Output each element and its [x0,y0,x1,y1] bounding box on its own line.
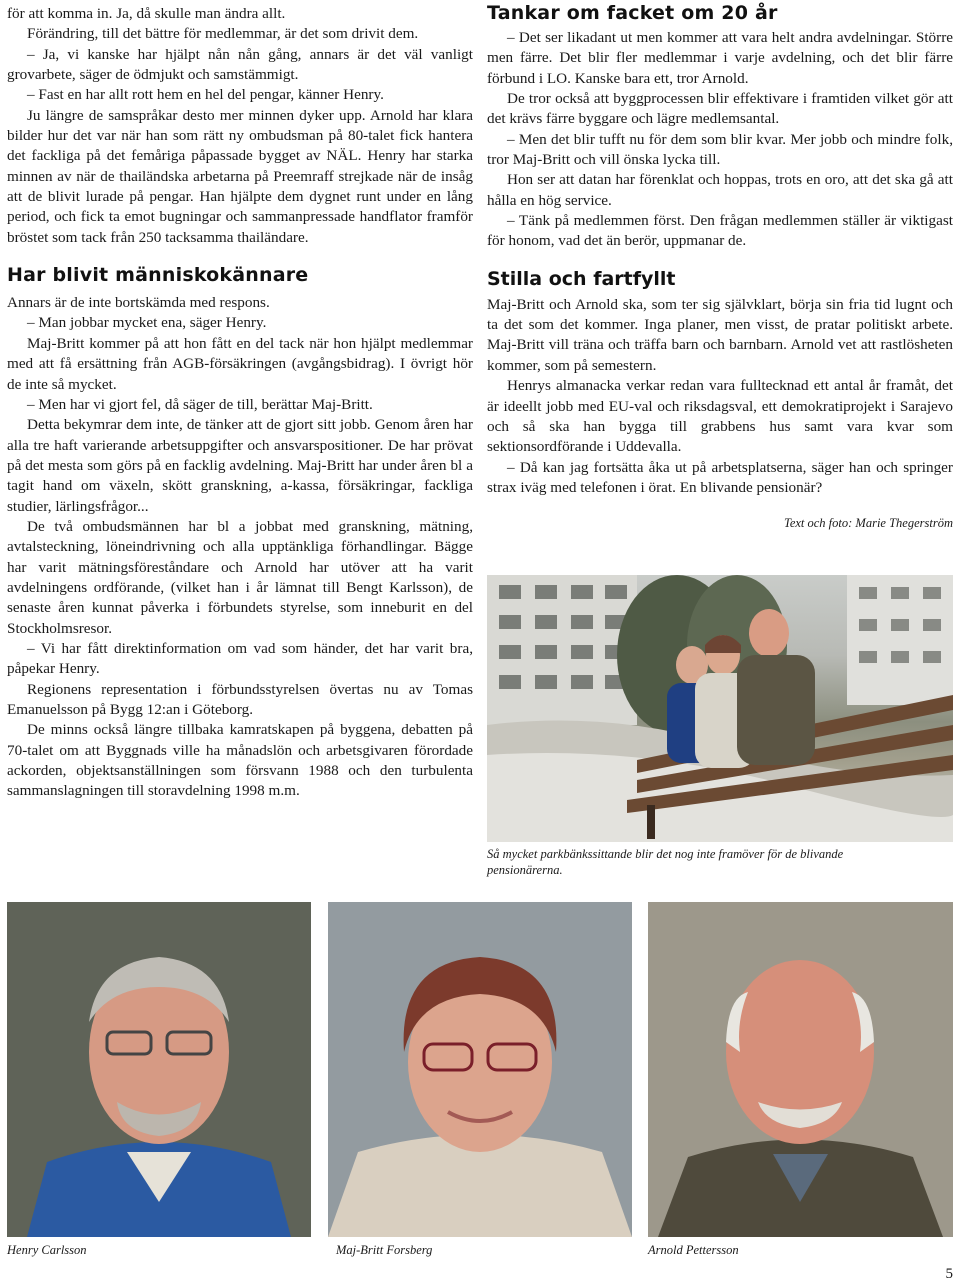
paragraph: De tror också att byggprocessen blir effektivare i framtiden vilket gör att det krävs färre byggare och lägre medlemsantal. [487,90,953,128]
left-text-block-1 [7,4,473,248]
portrait-henry-illustration [7,902,311,1237]
paragraph: Maj-Britt och Arnold ska, som ter sig självklart, börja sin fria tid lugnt och ta det som det kommer. Inga planer, men visst, de pratar politiskt arbete. Maj-Britt vill träna och träffa barn och barnbarn. Arnold vet att rastlösheten kommer, som på semestern. [487,295,953,374]
portrait-maj-britt-forsberg [328,902,632,1237]
right-text-block-2 [487,295,953,498]
paragraph: Henrys almanacka verkar redan vara fulltecknad ett antal år framåt, det är ideellt jobb med EU-val och riksdagsval, ett demokratiprojekt i Sarajevo och så ska han bygga till grabbens hus samt vara kvar som sektionsordförande i Uddevalla. [487,377,953,456]
portrait-arnold-pettersson [648,902,953,1237]
portrait-caption-henry: Henry Carlsson [7,1243,87,1257]
portrait-maj-britt-illustration [328,902,632,1237]
paragraph: De två ombudsmännen har bl a jobbat med granskning, mätning, avtalsteckning, löneindrivning och alla upptänkliga förhandlingar. Bägge har varit mätningsföreståndare och Arnold har utöver att ha varit avdelningens ordförande, (vilket han i år lämnat till Bengt Karlsson), de senaste åren kunnat påverka i förbundets styrelse, som inneburit en del Stockholmsresor. [7,517,473,637]
paragraph: De minns också längre tillbaka kamratskapen på byggena, debatten på 70-talet om att Byggnads ville ha månadslön och arbetsgivaren förordade ackorden, objektsanställningen som försvann 1988 och den turbulenta sammanslagningen till storavdelning 1998 m.m. [7,721,473,800]
paragraph: – Då kan jag fortsätta åka ut på arbetsplatserna, säger han och springer strax iväg med telefonen i örat. En blivande pensionär? [487,458,953,496]
paragraph: – Men det blir tufft nu för dem som blir kvar. Mer jobb och mindre folk, tror Maj-Britt och vill önska lycka till. [487,130,953,169]
right-text-block-1 [487,28,953,252]
article-credit: Text och foto: Marie Thegerström [784,516,953,531]
portrait-caption-maj-britt: Maj-Britt Forsberg [336,1243,433,1257]
paragraph: – Ja, vi kanske har hjälpt nån nån gång, annars är det väl vanligt grovarbete, säger de ödmjukt och samstämmigt. [7,45,473,84]
portrait-arnold-illustration [648,902,953,1237]
paragraph: Annars är de inte bortskämda med respons. [7,294,270,312]
paragraph: Förändring, till det bättre för medlemmar, är det som drivit dem. [27,25,419,43]
section-heading-union-thoughts: Tankar om facket om 20 år [487,2,778,24]
park-bench-photo [487,575,953,842]
paragraph: – Det ser likadant ut men kommer att vara helt andra avdelningar. Större men färre. Det blir fler medlemmar i varje avdelning, och det blir färre förbund i LO. Kanske bara ett, tror Arnold. [487,29,953,87]
paragraph: – Men har vi gjort fel, då säger de till, berättar Maj-Britt. [27,395,373,413]
paragraph: Detta bekymrar dem inte, de tänker att de gjort sitt jobb. Genom åren har alla tre haft varierande arbetsuppgifter och ansvarspositioner. De har prövat på det mesta som görs på en facklig avdelning. Maj-Britt har under åren bl a tagit hand om växeln, skött granskning, a-kassa, försäkringar, fackliga studier, lärlingsfrågor... [7,416,473,515]
paragraph: Ju längre de samspråkar desto mer minnen dyker upp. Arnold har klara bilder hur det var när han som rätt ny ombudsman på 80-talet fick hantera det fackliga på det femåriga påpassade bygget av NÄL. Henry har starka minnen av när de thailändska arbetarna på Preemraff strejkade när de insåg att de blivit lurade på pengar. Han hjälpte dem dygnet runt under en lång period, och fick ta emot bugningar och sammanpressade handflator framför bröstet som tack från 250 tacksamma thailändare. [7,106,473,246]
bench-photo-caption: Så mycket parkbänkssittande blir det nog inte framöver för de blivande pensionärerna. [487,847,844,877]
section-heading-calm-and-fast: Stilla och fartfyllt [487,267,676,290]
paragraph: Hon ser att datan har förenklat och hoppas, trots en oro, att det ska gå att hålla en hög service. [487,171,953,209]
left-text-block-2 [7,293,473,802]
section-heading-human-knowers: Har blivit människokännare [7,264,309,287]
paragraph: för att komma in. Ja, då skulle man ändra allt. [7,5,286,22]
portrait-henry-carlsson [7,902,311,1237]
park-bench-photo-illustration [487,575,953,842]
right-column [487,4,953,531]
paragraph: Regionens representation i förbundsstyrelsen övertas nu av Tomas Emanuelsson på Bygg 12:an i Göteborg. [7,680,473,718]
paragraph: – Tänk på medlemmen först. Den frågan medlemmen ställer är viktigast för honom, vad det än berör, uppmanar de. [487,212,953,250]
paragraph: – Vi har fått direktinformation om vad som händer, det har varit bra, påpekar Henry. [7,639,473,678]
page-number: 5 [945,1266,953,1282]
paragraph: – Man jobbar mycket ena, säger Henry. [27,314,267,332]
paragraph: Maj-Britt kommer på att hon fått en del tack när hon hjälpt medlemmar med att få ersättning från AGB-försäkringen (avgångsbidrag). I övrigt hör de inte så mycket. [7,334,473,393]
paragraph: – Fast en har allt rott hem en hel del pengar, känner Henry. [27,86,384,104]
left-column [7,4,473,802]
portrait-caption-arnold: Arnold Pettersson [648,1243,739,1257]
